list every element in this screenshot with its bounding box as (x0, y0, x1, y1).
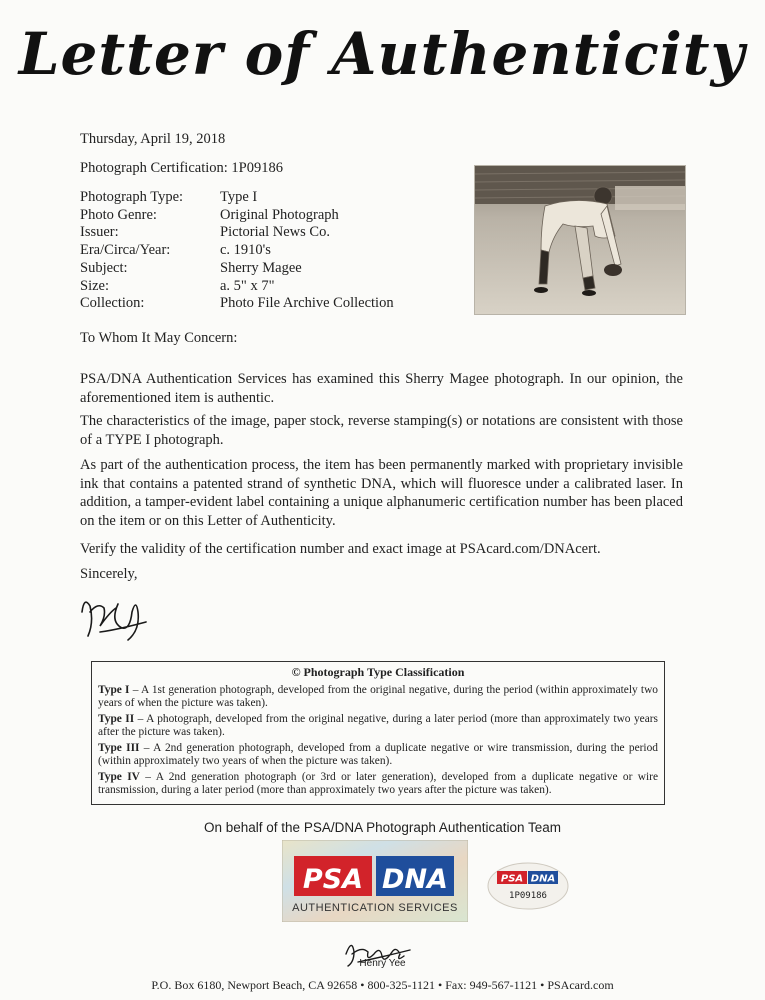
classification-entry (98, 713, 658, 739)
type-name: Type IV (98, 771, 140, 783)
detail-label: Size: (80, 277, 109, 294)
type-description: – A 1st generation photograph, developed from the original negative, during the period (within approximately two years of when the picture was taken). (98, 684, 659, 709)
detail-row (80, 207, 394, 225)
closing: Sincerely, (80, 566, 138, 582)
footer-contact: P.O. Box 6180, Newport Beach, CA 92658 • 800-325-1121 • Fax: 949-567-1121 • PSAcard.com (151, 978, 614, 992)
detail-value: Sherry Magee (220, 259, 302, 276)
type-name: Type III (98, 742, 140, 754)
letter-title-text: Letter of Authenticity (18, 20, 746, 88)
certification-sticker (487, 862, 569, 910)
detail-row (80, 295, 394, 313)
classification-entry (98, 771, 658, 797)
detail-row (80, 224, 394, 242)
detail-value: Photo File Archive Collection (220, 295, 394, 312)
letter-title (0, 12, 765, 92)
type-name: Type I (98, 684, 130, 696)
detail-label: Era/Circa/Year: (80, 242, 171, 259)
sticker-number: 1P09186 (509, 891, 547, 901)
detail-value: Pictorial News Co. (220, 224, 330, 241)
detail-row (80, 260, 394, 278)
detail-label: Subject: (80, 259, 128, 276)
type-description: – A 2nd generation photograph (or 3rd or later generation), developed from a duplicate negative or wire transmission, during a later period (more than approximately two years after the picture was taken). (98, 771, 659, 796)
logo-psa-text: PSA (302, 864, 364, 895)
logo-tagline: AUTHENTICATION SERVICES (292, 902, 458, 914)
detail-value: a. 5" x 7" (220, 277, 275, 294)
detail-row (80, 242, 394, 260)
type-description: – A 2nd generation photograph, developed from a duplicate negative or wire transmission, during the period (within approximately two years of when the picture was taken). (98, 742, 658, 767)
type-classification-box (91, 661, 665, 805)
logo-dna-text: DNA (382, 864, 448, 895)
signer-name: Henry Yee (359, 958, 406, 969)
salutation: To Whom It May Concern: (80, 330, 238, 346)
detail-value: c. 1910's (220, 242, 271, 259)
detail-value: Original Photograph (220, 206, 339, 223)
psa-dna-logo (282, 840, 468, 922)
type-name: Type II (98, 713, 135, 725)
detail-label: Issuer: (80, 224, 119, 241)
detail-label: Photograph Type: (80, 189, 184, 205)
detail-label: Photo Genre: (80, 206, 157, 223)
on-behalf-line: On behalf of the PSA/DNA Photograph Authentication Team (204, 820, 561, 835)
classification-heading: © Photograph Type Classification (291, 665, 465, 679)
authenticator-signature (76, 582, 156, 642)
body-paragraph: PSA/DNA Authentication Services has examined this Sherry Magee photograph. In our opinion, the aforementioned item is authentic. (80, 371, 683, 406)
sticker-psa-text: PSA (500, 873, 524, 885)
detail-row (80, 189, 394, 207)
body-paragraph: The characteristics of the image, paper stock, reverse stamping(s) or notations are consistent with those of a TYPE I photograph. (80, 413, 683, 448)
certification-number: Photograph Certification: 1P09186 (80, 160, 283, 176)
detail-row (80, 278, 394, 296)
letter-date: Thursday, April 19, 2018 (80, 131, 226, 147)
photograph-thumbnail (474, 165, 686, 315)
verify-paragraph: Verify the validity of the certification number and exact image at PSAcard.com/DNAcert. (80, 541, 601, 557)
detail-label: Collection: (80, 295, 145, 312)
classification-entry (98, 742, 658, 768)
detail-value: Type I (220, 189, 258, 205)
photo-details (80, 189, 394, 313)
sticker-dna-text: DNA (530, 873, 556, 885)
classification-entry (98, 684, 658, 710)
type-description: – A photograph, developed from the original negative, during a later period (more than approximately two years after the picture was taken). (98, 713, 658, 738)
body-paragraph: As part of the authentication process, the item has been permanently marked with proprietary invisible ink that contains a patented strand of synthetic DNA, which will fluoresce under a calibrated laser. In addition, a tamper-evident label containing a unique alphanumeric certification number has been placed on the item or on this Letter of Authenticity. (80, 457, 683, 529)
